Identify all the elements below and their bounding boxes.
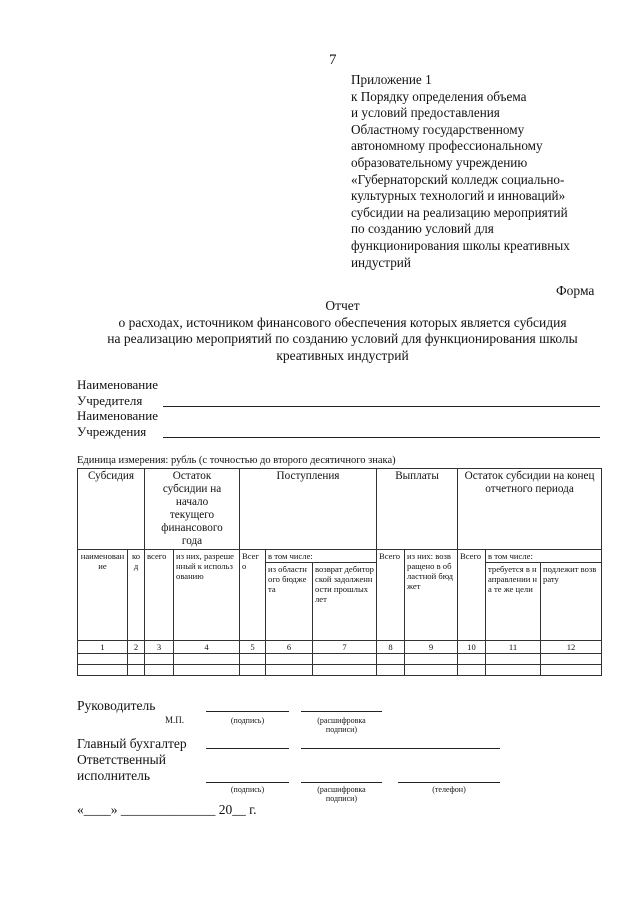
responsible-signature-caption: (подпись) (230, 785, 265, 794)
institution-label-2: Учреждения (77, 424, 147, 439)
header-debt-return: возврат дебиторской задолженности прошлых лет (313, 563, 377, 641)
table-cell[interactable] (486, 654, 541, 665)
stamp-mark: М.П. (165, 715, 185, 725)
header-regional-budget: из областного бюджета (266, 563, 313, 641)
header-balance-end: Остаток субсидии на конец отчетного периода (458, 469, 602, 550)
table-cell[interactable] (266, 665, 313, 676)
table-cell[interactable] (145, 654, 174, 665)
appendix-line: автономному профессиональному (351, 138, 543, 154)
table-cell[interactable] (266, 654, 313, 665)
table-cell[interactable] (405, 654, 458, 665)
header-balance-start: Остаток субсидии на начало текущего финансового года (145, 469, 240, 550)
head-signature-caption: (подпись) (230, 716, 265, 725)
column-number: 9 (405, 641, 458, 654)
column-number: 11 (486, 641, 541, 654)
title-line: на реализацию мероприятий по созданию условий для функционирования школы (107, 331, 578, 346)
table-cell[interactable] (128, 665, 145, 676)
of-them-label: из них: (407, 551, 434, 561)
title-line: креативных индустрий (276, 347, 409, 363)
head-label: Руководитель (77, 698, 156, 713)
table-cell[interactable] (486, 665, 541, 676)
header-total-end: Всего (458, 550, 486, 641)
appendix-line: индустрий (351, 254, 411, 270)
header-receipts: Поступления (240, 469, 377, 550)
appendix-line: культурных технологий и инноваций» (351, 188, 566, 204)
head-decode-caption: (расшифровка подписи) (317, 716, 366, 734)
responsible-decode-line[interactable] (301, 782, 382, 783)
column-number: 12 (541, 641, 602, 654)
returned-label: возвращено в областной бюджет (407, 551, 454, 591)
responsible-label-2: исполнитель (77, 768, 150, 783)
table-cell[interactable] (240, 665, 266, 676)
header-to-return: подлежит возврату (541, 563, 602, 641)
table-cell[interactable] (541, 665, 602, 676)
column-number: 4 (174, 641, 240, 654)
chief-accountant-decode-line[interactable] (301, 748, 500, 749)
appendix-header (351, 72, 611, 271)
appendix-line: субсидии на реализацию мероприятий (351, 204, 568, 220)
institution-label-1: Наименование (77, 408, 158, 423)
header-of-them-returned (405, 550, 458, 641)
header-subsidy: Субсидия (78, 469, 145, 550)
header-allowed: из них, разрешенный к использованию (174, 550, 240, 641)
column-number: 3 (145, 641, 174, 654)
founder-label-2: Учредителя (77, 393, 143, 408)
table-cell[interactable] (377, 654, 405, 665)
table-cell[interactable] (458, 654, 486, 665)
table-row (78, 665, 602, 676)
chief-accountant-label: Главный бухгалтер (77, 736, 187, 751)
responsible-phone-line[interactable] (398, 782, 500, 783)
table-group-header-row (78, 469, 602, 550)
header-including-receipts: в том числе: (266, 550, 377, 563)
responsible-label-1: Ответственный (77, 752, 166, 767)
head-signature-line[interactable] (206, 711, 289, 712)
header-required: требуется в направлении на те же цели (486, 563, 541, 641)
header-total-start: всего (145, 550, 174, 641)
appendix-line: к Порядку определения объема (351, 88, 527, 104)
responsible-decode-caption: (расшифровка подписи) (317, 785, 366, 803)
header-name: наименование (78, 550, 128, 641)
column-number: 1 (78, 641, 128, 654)
title-line: о расходах, источником финансового обеспечения которых является субсидия (118, 314, 567, 330)
appendix-line: Областному государственному (351, 121, 525, 137)
header-total-receipts: Всего (240, 550, 266, 641)
header-including-end: в том числе: (486, 550, 602, 563)
responsible-phone-caption: (телефон) (432, 785, 466, 794)
appendix-line: и условий предоставления (351, 105, 500, 121)
table-cell[interactable] (313, 665, 377, 676)
column-number: 10 (458, 641, 486, 654)
table-cell[interactable] (174, 654, 240, 665)
table-cell[interactable] (405, 665, 458, 676)
chief-accountant-signature-line[interactable] (206, 748, 289, 749)
table-cell[interactable] (377, 665, 405, 676)
header-total-payments: Всего (377, 550, 405, 641)
column-number: 7 (313, 641, 377, 654)
table-cell[interactable] (240, 654, 266, 665)
column-number: 2 (128, 641, 145, 654)
appendix-line: функционирования школы креативных (351, 237, 570, 253)
column-number: 5 (240, 641, 266, 654)
unit-of-measure: Единица измерения: рубль (с точностью до второго десятичного знака) (77, 455, 396, 466)
table-cell[interactable] (174, 665, 240, 676)
founder-label-1: Наименование (77, 377, 158, 392)
table-cell[interactable] (313, 654, 377, 665)
table-cell[interactable] (145, 665, 174, 676)
header-code: код (128, 550, 145, 641)
table-row (78, 654, 602, 665)
table-cell[interactable] (541, 654, 602, 665)
appendix-line: Приложение 1 (351, 72, 432, 87)
table-cell[interactable] (458, 665, 486, 676)
institution-input-line[interactable] (163, 437, 600, 438)
table-subheader-row-1 (78, 550, 602, 563)
title-line: Отчет (325, 298, 360, 313)
column-number-row (78, 641, 602, 654)
appendix-line: образовательному учреждению (351, 154, 528, 170)
appendix-line: «Губернаторский колледж социально- (351, 171, 565, 187)
date-line: «____» ______________ 20__ г. (77, 802, 257, 817)
column-number: 8 (377, 641, 405, 654)
founder-input-line[interactable] (163, 406, 600, 407)
table-cell[interactable] (78, 654, 128, 665)
header-payments: Выплаты (377, 469, 458, 550)
report-table (77, 468, 602, 676)
report-title (60, 298, 625, 364)
head-decode-line[interactable] (301, 711, 382, 712)
form-label: Форма (556, 283, 595, 298)
table-cell[interactable] (128, 654, 145, 665)
page-number: 7 (329, 52, 337, 68)
column-number: 6 (266, 641, 313, 654)
table-cell[interactable] (78, 665, 128, 676)
appendix-line: по созданию условий для (351, 221, 494, 237)
responsible-signature-line[interactable] (206, 782, 289, 783)
